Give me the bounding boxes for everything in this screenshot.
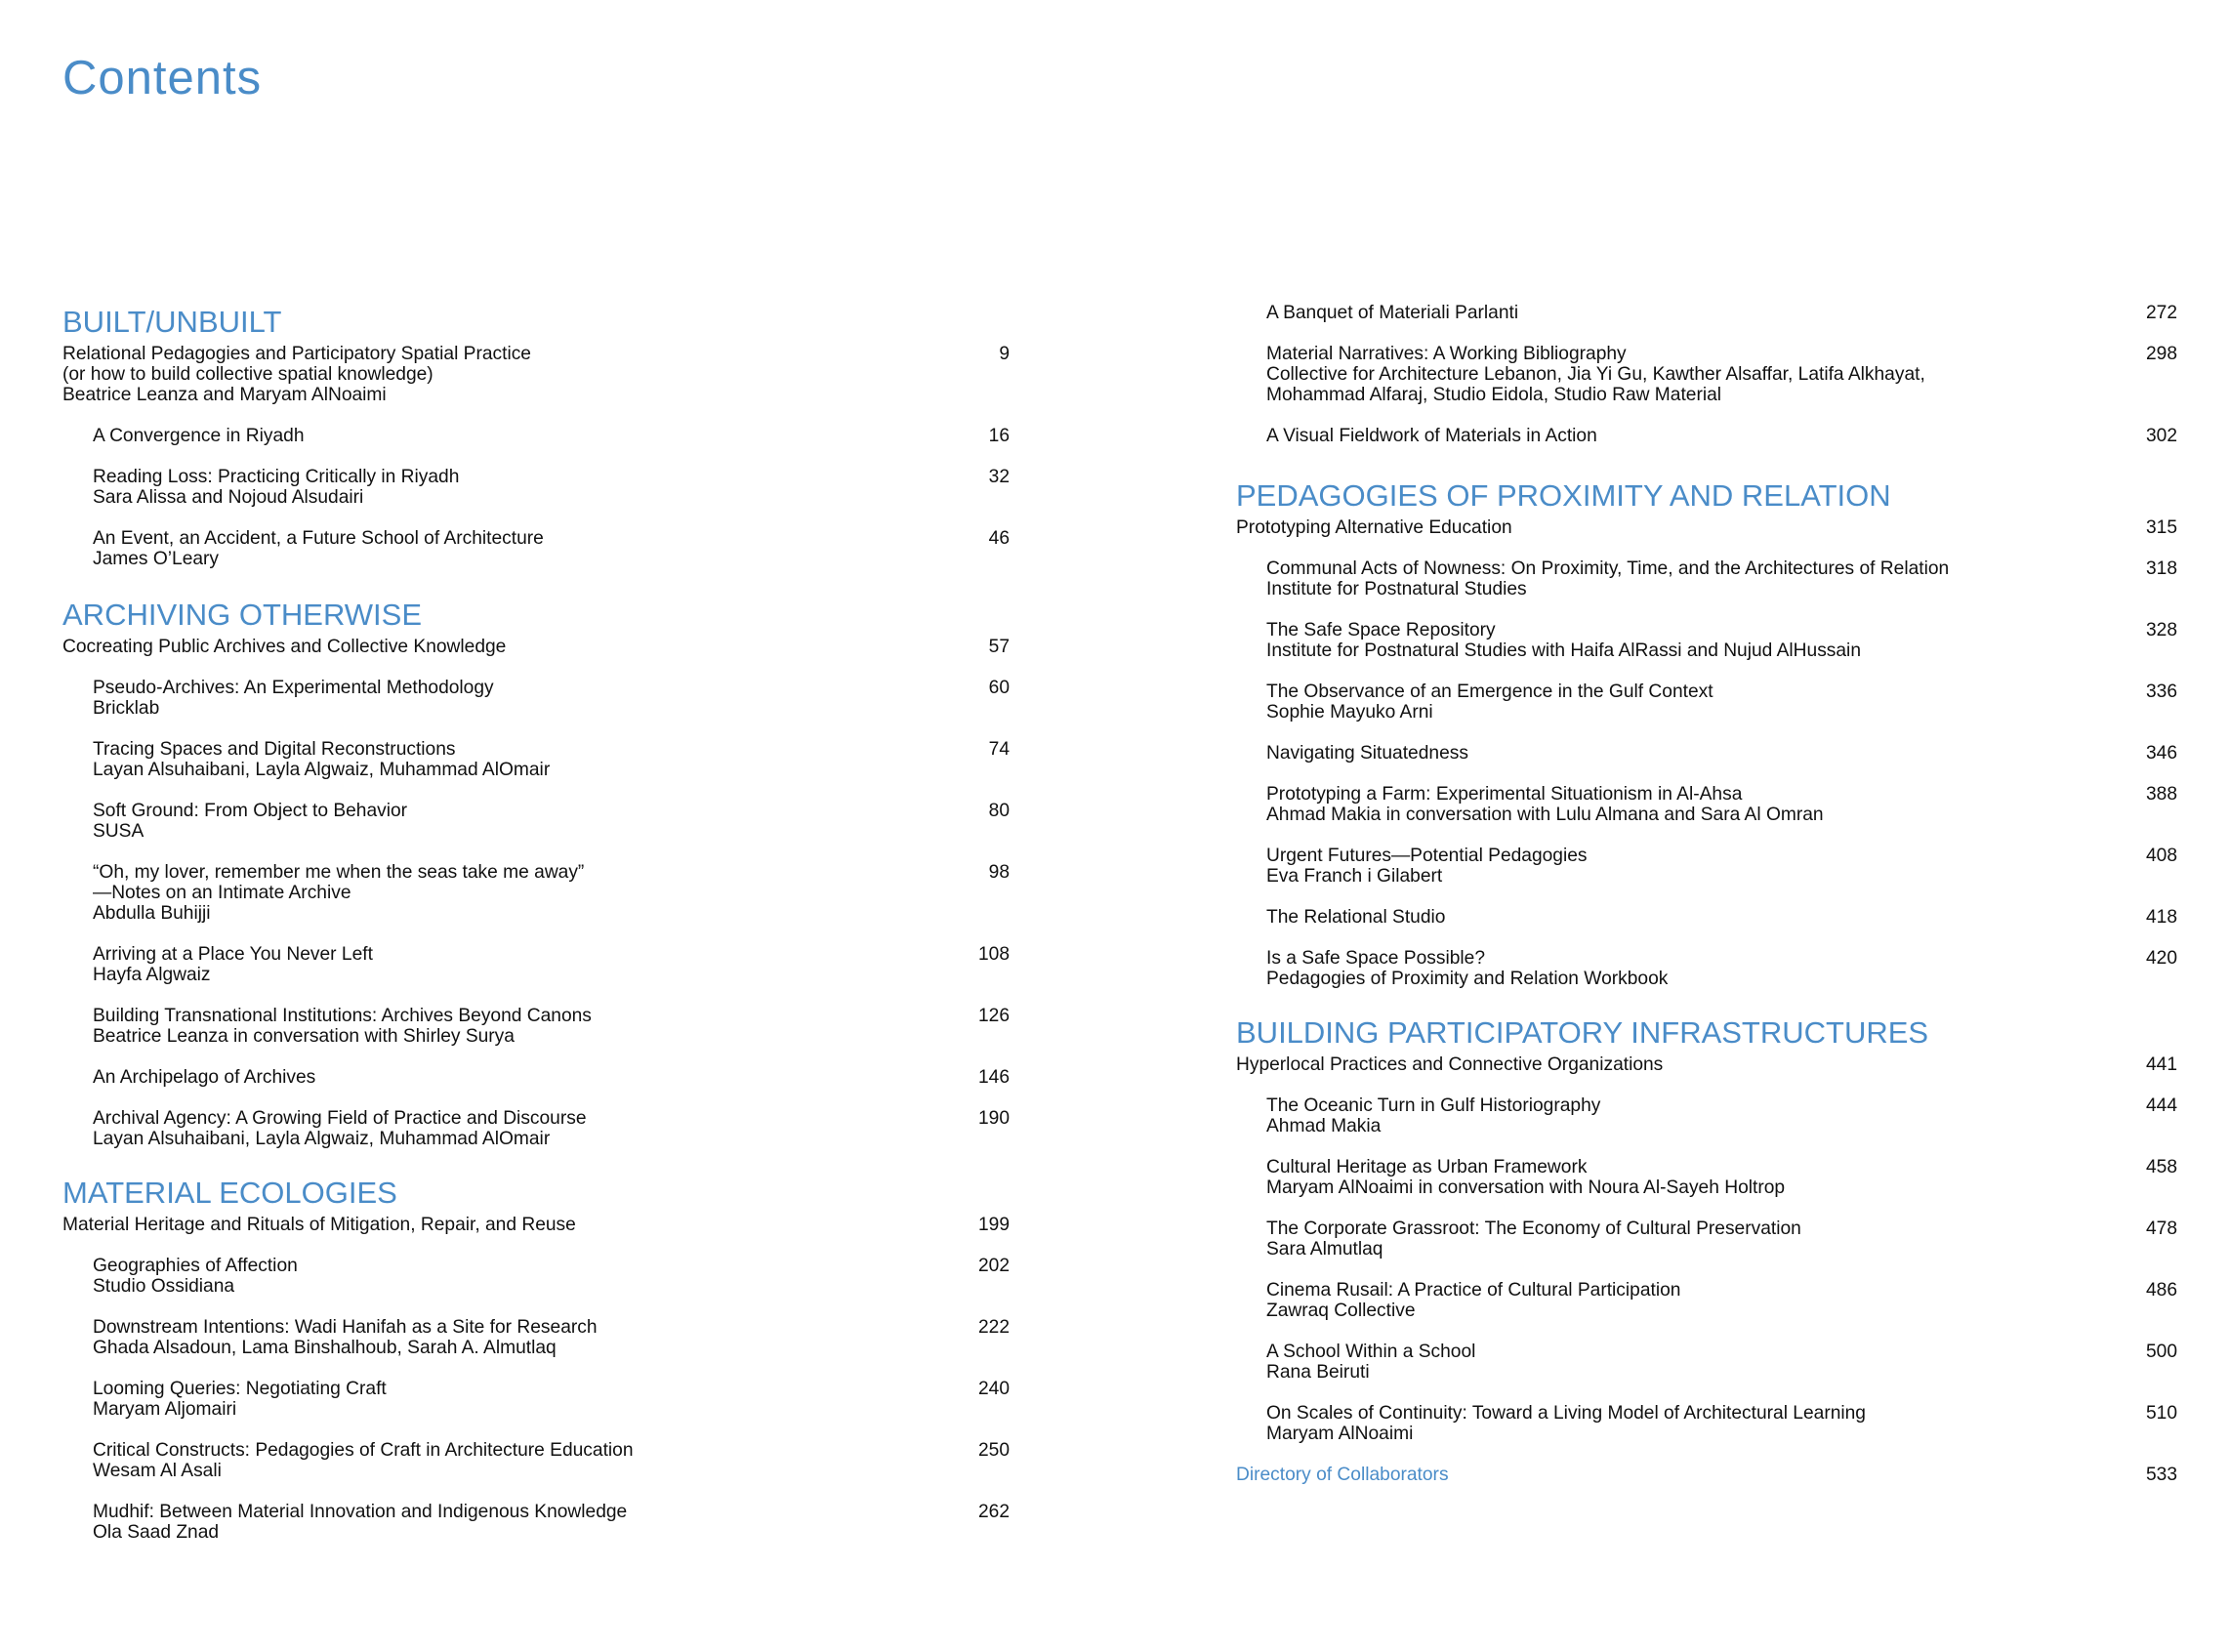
page-number: 328 xyxy=(2145,620,2177,640)
page-number: 420 xyxy=(2145,948,2177,969)
entry-title: Directory of Collaborators xyxy=(1236,1465,1449,1485)
page-number: 458 xyxy=(2145,1157,2177,1177)
entry-title: A School Within a School xyxy=(1266,1342,1476,1362)
entry-title: Arriving at a Place You Never Left xyxy=(93,944,373,965)
page-number: 441 xyxy=(2145,1054,2177,1075)
entry-authors: Abdulla Buhijji xyxy=(93,903,211,924)
entry-authors: Bricklab xyxy=(93,698,160,719)
entry-authors: Maryam AlNoaimi in conversation with Noura Al-Sayeh Holtrop xyxy=(1266,1177,1786,1198)
toc-section xyxy=(62,1176,1010,1563)
entry-authors: Rana Beiruti xyxy=(1266,1362,1370,1383)
toc-section xyxy=(62,598,1010,1170)
toc-entry[interactable] xyxy=(1236,784,2177,825)
toc-main-entry[interactable] xyxy=(62,344,1010,405)
entry-title: Reading Loss: Practicing Critically in Riyadh xyxy=(93,467,460,487)
page-number: 478 xyxy=(2145,1218,2177,1239)
entry-authors: Maryam AlNoaimi xyxy=(1266,1424,1414,1444)
page-number: 388 xyxy=(2145,784,2177,805)
entry-title: Cinema Rusail: A Practice of Cultural Participation xyxy=(1266,1280,1681,1301)
toc-section xyxy=(1236,303,2177,467)
entry-authors: Institute for Postnatural Studies with Haifa AlRassi and Nujud AlHussain xyxy=(1266,640,1861,661)
toc-entry[interactable] xyxy=(1236,620,2177,661)
page-number: 240 xyxy=(977,1379,1010,1399)
toc-main-entry[interactable] xyxy=(62,1215,1010,1235)
toc-entry[interactable] xyxy=(1236,743,2177,764)
toc-entry[interactable] xyxy=(1236,1095,2177,1136)
toc-section xyxy=(62,305,1010,590)
page-number: 486 xyxy=(2145,1280,2177,1301)
toc-entry[interactable] xyxy=(1236,1342,2177,1383)
entry-title: A Banquet of Materiali Parlanti xyxy=(1266,303,1519,323)
toc-entry[interactable] xyxy=(1236,344,2177,405)
section-heading: BUILT/UNBUILT xyxy=(62,305,282,339)
toc-entry[interactable] xyxy=(62,528,1010,569)
entry-title: Downstream Intentions: Wadi Hanifah as a Site for Research xyxy=(93,1317,598,1338)
page-number: 510 xyxy=(2145,1403,2177,1424)
page-number: 146 xyxy=(977,1067,1010,1088)
entry-authors: Beatrice Leanza and Maryam AlNoaimi xyxy=(62,385,387,405)
toc-entry[interactable] xyxy=(62,1317,1010,1358)
entry-title: Looming Queries: Negotiating Craft xyxy=(93,1379,387,1399)
page-number: 202 xyxy=(977,1256,1010,1276)
entry-title: Is a Safe Space Possible? xyxy=(1266,948,1485,969)
entry-title: Prototyping Alternative Education xyxy=(1236,517,1512,538)
entry-title: Cocreating Public Archives and Collective Knowledge xyxy=(62,637,507,657)
entry-title: The Observance of an Emergence in the Gulf Context xyxy=(1266,681,1713,702)
toc-entry[interactable] xyxy=(62,801,1010,842)
page-number: 500 xyxy=(2145,1342,2177,1362)
toc-entry[interactable] xyxy=(62,1108,1010,1149)
entry-authors: Zawraq Collective xyxy=(1266,1301,1416,1321)
toc-section xyxy=(1236,1015,2177,1506)
toc-main-entry[interactable] xyxy=(1236,1054,2177,1075)
entry-title: An Archipelago of Archives xyxy=(93,1067,316,1088)
entry-title: Cultural Heritage as Urban Framework xyxy=(1266,1157,1588,1177)
entry-authors: Studio Ossidiana xyxy=(93,1276,235,1297)
entry-title: Material Heritage and Rituals of Mitigation, Repair, and Reuse xyxy=(62,1215,576,1235)
toc-entry[interactable] xyxy=(1236,303,2177,323)
toc-main-entry[interactable] xyxy=(62,637,1010,657)
entry-title: Urgent Futures—Potential Pedagogies xyxy=(1266,846,1588,866)
toc-section xyxy=(1236,478,2177,1010)
entry-authors: Sophie Mayuko Arni xyxy=(1266,702,1433,723)
page-number: 298 xyxy=(2145,344,2177,364)
toc-entry[interactable] xyxy=(1236,1403,2177,1444)
entry-title: The Corporate Grassroot: The Economy of Cultural Preservation xyxy=(1266,1218,1801,1239)
page-number: 315 xyxy=(2145,517,2177,538)
toc-entry[interactable] xyxy=(1236,426,2177,446)
page-number: 444 xyxy=(2145,1095,2177,1116)
page-number: 272 xyxy=(2145,303,2177,323)
entry-authors: Institute for Postnatural Studies xyxy=(1266,579,1527,599)
entry-authors: Collective for Architecture Lebanon, Jia Yi Gu, Kawther Alsaffar, Latifa Alkhayat, Mohammad Alfaraj, Studio Eidola, Studio Raw Material xyxy=(1266,364,1925,405)
page-number: 74 xyxy=(988,739,1010,760)
page-number: 126 xyxy=(977,1006,1010,1026)
entry-title: Tracing Spaces and Digital Reconstructions xyxy=(93,739,456,760)
page-number: 57 xyxy=(988,637,1010,657)
entry-authors: James O’Leary xyxy=(93,549,220,569)
toc-entry[interactable] xyxy=(62,1067,1010,1088)
entry-title: Communal Acts of Nowness: On Proximity, Time, and the Architectures of Relation xyxy=(1266,558,1950,579)
toc-entry[interactable] xyxy=(62,1502,1010,1543)
entry-title: The Safe Space Repository xyxy=(1266,620,1496,640)
entry-title: On Scales of Continuity: Toward a Living Model of Architectural Learning xyxy=(1266,1403,1866,1424)
page-title: Contents xyxy=(62,52,263,104)
entry-authors: Ola Saad Znad xyxy=(93,1522,220,1543)
entry-authors: Hayfa Algwaiz xyxy=(93,965,211,985)
toc-entry[interactable] xyxy=(1236,681,2177,723)
page-number: 16 xyxy=(988,426,1010,446)
entry-title: Geographies of Affection xyxy=(93,1256,298,1276)
entry-authors: Layan Alsuhaibani, Layla Algwaiz, Muhammad AlOmair xyxy=(93,760,551,780)
entry-title: An Event, an Accident, a Future School of Architecture xyxy=(93,528,544,549)
entry-authors: Sara Alissa and Nojoud Alsudairi xyxy=(93,487,364,508)
toc-entry[interactable] xyxy=(1236,846,2177,887)
page-number: 346 xyxy=(2145,743,2177,764)
toc-entry[interactable] xyxy=(1236,1280,2177,1321)
page-number: 32 xyxy=(988,467,1010,487)
toc-entry[interactable] xyxy=(1236,558,2177,599)
entry-title: Material Narratives: A Working Bibliography xyxy=(1266,344,1627,364)
page-number: 533 xyxy=(2145,1465,2177,1485)
page-number: 262 xyxy=(977,1502,1010,1522)
entry-title: Relational Pedagogies and Participatory Spatial Practice (or how to build collective spatial knowledge) xyxy=(62,344,531,385)
entry-title: Prototyping a Farm: Experimental Situationism in Al-Ahsa xyxy=(1266,784,1743,805)
toc-entry[interactable] xyxy=(62,1006,1010,1047)
page-number: 46 xyxy=(988,528,1010,549)
entry-title: Building Transnational Institutions: Archives Beyond Canons xyxy=(93,1006,592,1026)
entry-authors: Layan Alsuhaibani, Layla Algwaiz, Muhammad AlOmair xyxy=(93,1129,551,1149)
page-number: 60 xyxy=(988,678,1010,698)
toc-entry[interactable] xyxy=(62,426,1010,446)
entry-authors: Beatrice Leanza in conversation with Shirley Surya xyxy=(93,1026,515,1047)
section-heading: MATERIAL ECOLOGIES xyxy=(62,1176,397,1210)
entry-title: The Relational Studio xyxy=(1266,907,1446,928)
page-number: 408 xyxy=(2145,846,2177,866)
entry-title: Navigating Situatedness xyxy=(1266,743,1468,764)
entry-title: Soft Ground: From Object to Behavior xyxy=(93,801,408,821)
entry-title: Critical Constructs: Pedagogies of Craft in Architecture Education xyxy=(93,1440,634,1461)
page-number: 190 xyxy=(977,1108,1010,1129)
toc-entry[interactable] xyxy=(1236,1157,2177,1198)
entry-title: A Convergence in Riyadh xyxy=(93,426,305,446)
toc-entry[interactable] xyxy=(62,739,1010,780)
section-heading: PEDAGOGIES OF PROXIMITY AND RELATION xyxy=(1236,478,1891,513)
entry-title: Archival Agency: A Growing Field of Practice and Discourse xyxy=(93,1108,587,1129)
section-heading: ARCHIVING OTHERWISE xyxy=(62,598,423,632)
page-number: 98 xyxy=(988,862,1010,883)
entry-title: Mudhif: Between Material Innovation and Indigenous Knowledge xyxy=(93,1502,628,1522)
page-number: 418 xyxy=(2145,907,2177,928)
entry-authors: Ahmad Makia xyxy=(1266,1116,1382,1136)
entry-authors: Sara Almutlaq xyxy=(1266,1239,1383,1260)
entry-authors: Pedagogies of Proximity and Relation Workbook xyxy=(1266,969,1669,989)
page-number: 199 xyxy=(977,1215,1010,1235)
section-heading: BUILDING PARTICIPATORY INFRASTRUCTURES xyxy=(1236,1015,1929,1050)
page-number: 80 xyxy=(988,801,1010,821)
entry-authors: Maryam Aljomairi xyxy=(93,1399,237,1420)
toc-entry[interactable] xyxy=(62,1379,1010,1420)
toc-main-entry[interactable] xyxy=(1236,517,2177,538)
toc-entry[interactable] xyxy=(62,862,1010,924)
page-number: 9 xyxy=(999,344,1010,364)
entry-authors: SUSA xyxy=(93,821,144,842)
toc-entry[interactable] xyxy=(62,467,1010,508)
entry-authors: Ghada Alsadoun, Lama Binshalhoub, Sarah A. Almutlaq xyxy=(93,1338,557,1358)
page-number: 222 xyxy=(977,1317,1010,1338)
toc-entry[interactable] xyxy=(62,1440,1010,1481)
entry-authors: Wesam Al Asali xyxy=(93,1461,222,1481)
toc-entry[interactable] xyxy=(62,1256,1010,1297)
page-number: 318 xyxy=(2145,558,2177,579)
entry-title: The Oceanic Turn in Gulf Historiography xyxy=(1266,1095,1601,1116)
page-number: 302 xyxy=(2145,426,2177,446)
toc-entry[interactable] xyxy=(1236,907,2177,928)
toc-entry[interactable] xyxy=(62,678,1010,719)
entry-authors: Eva Franch i Gilabert xyxy=(1266,866,1443,887)
entry-title: Hyperlocal Practices and Connective Organizations xyxy=(1236,1054,1664,1075)
toc-entry[interactable] xyxy=(1236,1218,2177,1260)
page-number: 336 xyxy=(2145,681,2177,702)
toc-entry[interactable] xyxy=(1236,948,2177,989)
entry-title: Pseudo-Archives: An Experimental Methodology xyxy=(93,678,494,698)
entry-title: “Oh, my lover, remember me when the seas take me away” —Notes on an Intimate Archive xyxy=(93,862,585,903)
page-number: 250 xyxy=(977,1440,1010,1461)
page-number: 108 xyxy=(977,944,1010,965)
toc-entry[interactable] xyxy=(62,944,1010,985)
toc-link-entry[interactable] xyxy=(1236,1465,2177,1485)
entry-title: A Visual Fieldwork of Materials in Action xyxy=(1266,426,1597,446)
entry-authors: Ahmad Makia in conversation with Lulu Almana and Sara Al Omran xyxy=(1266,805,1824,825)
